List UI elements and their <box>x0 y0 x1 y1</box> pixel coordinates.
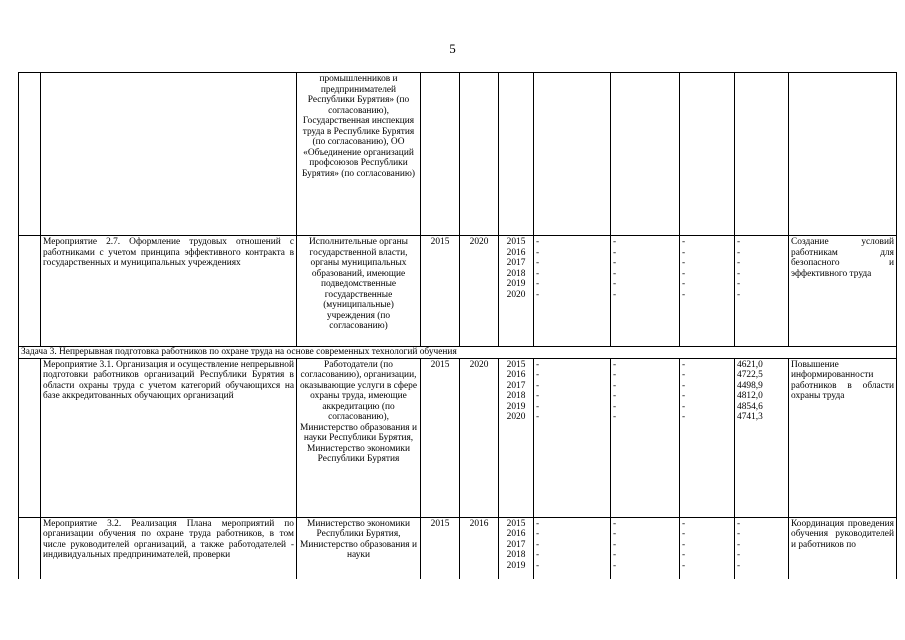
cell-line: 2018 <box>506 391 526 401</box>
cell-line: - <box>682 279 686 289</box>
cell-line: - <box>682 412 686 422</box>
cell-line: - <box>613 550 617 560</box>
cell-line: - <box>536 539 540 550</box>
row-number-cell <box>19 73 41 236</box>
row-number-cell <box>19 358 41 517</box>
cell-line: - <box>536 401 540 412</box>
funding-cell-2 <box>611 236 680 347</box>
start-year-cell: 2015 <box>421 358 460 517</box>
cell-line: 2017 <box>506 380 526 391</box>
cell-line: - <box>536 412 540 422</box>
funding-cell-4 <box>735 517 789 579</box>
end-year-cell <box>460 73 499 236</box>
cell-line: - <box>536 380 540 391</box>
task-title: Задача 3. Непрерывная подготовка работников по охране труда на основе современных технологий обучения <box>19 347 897 359</box>
cell-line: - <box>737 247 741 258</box>
cell-line: - <box>536 370 540 380</box>
cell-line: 2020 <box>506 412 526 422</box>
cell-line: - <box>737 539 741 550</box>
funding-cell-3 <box>680 358 735 517</box>
result-cell: Повышение информированности работников в области охраны труда <box>789 358 897 517</box>
funding-cell-1 <box>534 73 611 236</box>
cell-line: - <box>536 359 540 370</box>
cell-line: - <box>737 529 741 539</box>
cell-line: - <box>737 518 741 529</box>
cell-line: 4741,3 <box>737 412 763 422</box>
funding-cell-1 <box>534 517 611 579</box>
cell-line: 2019 <box>506 279 526 289</box>
table-row <box>19 236 897 347</box>
cell-line: - <box>682 529 686 539</box>
cell-line: - <box>682 518 686 529</box>
cell-line: 2016 <box>506 247 526 258</box>
cell-line: 4621,0 <box>737 359 763 370</box>
cell-line: - <box>737 550 741 560</box>
task-row <box>19 347 897 359</box>
page-number: 5 <box>449 41 456 56</box>
cell-line: - <box>536 550 540 560</box>
measure-cell: Мероприятие 3.2. Реализация Плана мероприятий по организации обучения по охране труда работников, в том числе руководителей организаций, а также работодателей - индивидуальных предпринимателей, проверки <box>41 517 297 579</box>
cell-line: - <box>536 529 540 539</box>
cell-line: - <box>536 518 540 529</box>
cell-line: 2019 <box>506 401 526 412</box>
years-cell <box>499 236 534 347</box>
cell-line: - <box>613 237 617 247</box>
cell-line: 2016 <box>506 370 526 380</box>
cell-line: 4812,0 <box>737 391 763 401</box>
funding-cell-2 <box>611 358 680 517</box>
cell-line: - <box>613 560 617 571</box>
cell-line: 4722,5 <box>737 370 763 380</box>
cell-line: 2017 <box>506 539 526 550</box>
cell-line: - <box>536 279 540 289</box>
funding-cell-2 <box>611 73 680 236</box>
cell-line: - <box>536 391 540 401</box>
cell-line: 2019 <box>506 560 526 571</box>
cell-line: - <box>737 279 741 289</box>
cell-line: - <box>613 247 617 258</box>
cell-line: - <box>737 268 741 279</box>
funding-cell-1 <box>534 236 611 347</box>
result-cell: Координация проведения обучения руководителей и работников по <box>789 517 897 579</box>
cell-line: - <box>682 539 686 550</box>
executors-cell: промышленников и предпринимателей Республики Бурятия» (по согласованию), Государственная инспекция труда в Республике Бурятия (по согласованию), ОО «Объединение организаций профсоюзов Республики Бурятия» (по согласованию) <box>297 73 421 236</box>
start-year-cell <box>421 73 460 236</box>
cell-line: - <box>613 412 617 422</box>
cell-line: 2018 <box>506 550 526 560</box>
funding-cell-3 <box>680 517 735 579</box>
cell-line: - <box>613 529 617 539</box>
cell-line: 2015 <box>506 518 526 529</box>
cell-line: 2018 <box>506 268 526 279</box>
cell-line: 2015 <box>506 237 526 247</box>
cell-line: - <box>613 279 617 289</box>
cell-line: - <box>613 401 617 412</box>
cell-line: - <box>682 268 686 279</box>
funding-cell-4 <box>735 236 789 347</box>
funding-cell-3 <box>680 236 735 347</box>
table-row <box>19 517 897 579</box>
executors-cell: Министерство экономики Республики Бурятия, Министерство образования и науки <box>297 517 421 579</box>
funding-cell-4 <box>735 358 789 517</box>
end-year-cell: 2020 <box>460 358 499 517</box>
end-year-cell: 2016 <box>460 517 499 579</box>
cell-line: - <box>737 258 741 268</box>
cell-line: - <box>682 247 686 258</box>
years-cell <box>499 73 534 236</box>
cell-line: 2015 <box>506 359 526 370</box>
cell-line: 4498,9 <box>737 380 763 391</box>
funding-cell-1 <box>534 358 611 517</box>
cell-line: - <box>613 380 617 391</box>
funding-cell-4 <box>735 73 789 236</box>
program-measures-table <box>18 72 897 579</box>
cell-line: 2016 <box>506 529 526 539</box>
cell-line: 4854,6 <box>737 401 763 412</box>
measure-cell <box>41 73 297 236</box>
cell-line: - <box>613 391 617 401</box>
years-cell <box>499 358 534 517</box>
cell-line: - <box>536 289 540 300</box>
measure-cell: Мероприятие 2.7. Оформление трудовых отношений с работниками с учетом принципа эффективного контракта в государственных и муниципальных учреждениях <box>41 236 297 347</box>
cell-line: - <box>613 370 617 380</box>
cell-line: - <box>682 391 686 401</box>
cell-line: - <box>682 380 686 391</box>
funding-cell-2 <box>611 517 680 579</box>
row-number-cell <box>19 517 41 579</box>
executors-cell: Работодатели (по согласованию), организации, оказывающие услуги в сфере охраны труда, имеющие аккредитацию (по согласованию), Министерство образования и науки Республики Бурятия, Министерство экономики Республики Бурятия <box>297 358 421 517</box>
cell-line: - <box>682 401 686 412</box>
result-cell: Создание условий работникам для безопасного и эффективного труда <box>789 236 897 347</box>
cell-line: - <box>682 370 686 380</box>
cell-line: - <box>613 359 617 370</box>
cell-line: - <box>613 258 617 268</box>
cell-line: - <box>536 560 540 571</box>
funding-cell-3 <box>680 73 735 236</box>
table-row <box>19 358 897 517</box>
cell-line: - <box>613 268 617 279</box>
cell-line: - <box>682 560 686 571</box>
table-row <box>19 73 897 236</box>
cell-line: 2017 <box>506 258 526 268</box>
cell-line: - <box>737 289 741 300</box>
cell-line: - <box>613 289 617 300</box>
cell-line: - <box>613 539 617 550</box>
cell-line: - <box>613 518 617 529</box>
cell-line: - <box>536 258 540 268</box>
cell-line: - <box>737 237 741 247</box>
cell-line: - <box>682 550 686 560</box>
cell-line: 2020 <box>506 289 526 300</box>
end-year-cell: 2020 <box>460 236 499 347</box>
executors-cell: Исполнительные органы государственной власти, органы муниципальных образований, имеющие подведомственные государственные (муниципальные) учреждения (по согласованию) <box>297 236 421 347</box>
result-cell <box>789 73 897 236</box>
start-year-cell: 2015 <box>421 236 460 347</box>
cell-line: - <box>682 237 686 247</box>
cell-line: - <box>536 237 540 247</box>
cell-line: - <box>682 359 686 370</box>
cell-line: - <box>536 247 540 258</box>
cell-line: - <box>737 560 741 571</box>
row-number-cell <box>19 236 41 347</box>
cell-line: - <box>536 268 540 279</box>
cell-line: - <box>682 258 686 268</box>
years-cell <box>499 517 534 579</box>
cell-line: - <box>682 289 686 300</box>
start-year-cell: 2015 <box>421 517 460 579</box>
measure-cell: Мероприятие 3.1. Организация и осуществление непрерывной подготовки работников организаций Республики Бурятия в области охраны труда с учетом категорий обучающихся на базе аккредитованных обучающих организаций <box>41 358 297 517</box>
